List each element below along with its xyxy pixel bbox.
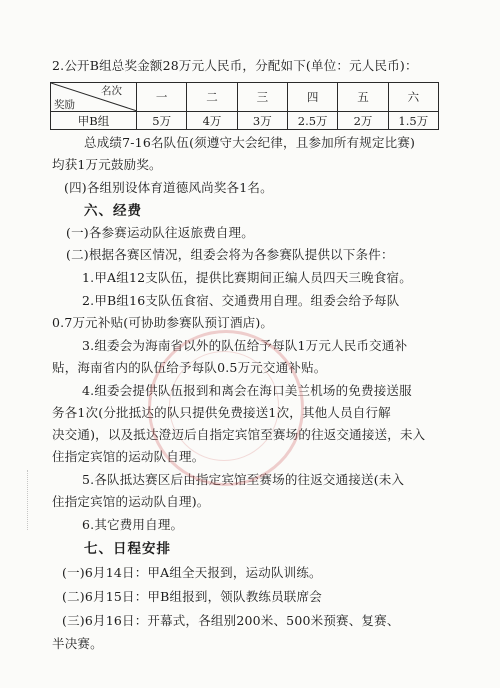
award-header: 奖励 — [54, 99, 75, 111]
funding-point-4-line-3: 决交通)，以及抵达澄迈后自指定宾馆至赛场的往返交通接送，未入 — [52, 427, 426, 442]
rank-cell: 六 — [388, 83, 438, 112]
rank-cell: 五 — [338, 83, 388, 112]
funding-point-1: 1.甲A组12支队伍，提供比赛期间正编人员四天三晚食宿。 — [82, 270, 412, 285]
funding-point-5-line-2: 住指定宾馆的运动队自理)。 — [52, 494, 210, 509]
funding-point-4-line-2: 务各1次(分批抵达的队只提供免费接送1次，其他人员自行解 — [52, 405, 391, 420]
binding-margin-mark — [27, 470, 38, 530]
prize-table — [50, 82, 439, 130]
funding-point-4-line-4: 住指定宾馆的运动队自理。 — [52, 449, 205, 464]
schedule-day-3-line-2: 半决赛。 — [52, 636, 103, 651]
rank-cell: 一 — [137, 83, 187, 112]
funding-item-2: (二)根据各赛区情况，组委会将为各参赛队提供以下条件： — [66, 247, 394, 262]
section-7-heading: 七、日程安排 — [84, 541, 171, 557]
encouragement-line-2: 均获1万元鼓励奖。 — [52, 157, 162, 172]
encouragement-line-1: 总成绩7-16名队伍(须遵守大会纪律，且参加所有规定比赛) — [84, 135, 416, 150]
rank-cell: 二 — [187, 83, 237, 112]
sportsmanship-award: (四)各组别设体育道德风尚奖各1名。 — [64, 180, 273, 195]
rank-header: 名次 — [101, 85, 122, 97]
funding-point-2-line-2: 0.7万元补贴(可协助参赛队预订酒店)。 — [52, 315, 274, 330]
amount-cell: 1.5万 — [388, 112, 438, 130]
rank-cell: 四 — [287, 83, 337, 112]
funding-point-6: 6.其它费用自理。 — [82, 517, 184, 532]
prize-table-value-row — [51, 112, 439, 130]
schedule-day-1: (一)6月14日：甲A组全天报到，运动队训练。 — [62, 565, 322, 580]
amount-cell: 3万 — [237, 112, 287, 130]
funding-point-3-line-2: 贴，海南省内的队伍给予每队0.5万元交通补贴。 — [52, 360, 327, 375]
amount-cell: 2.5万 — [287, 112, 337, 130]
funding-item-1: (一)各参赛运动队往返旅费自理。 — [66, 225, 254, 240]
schedule-day-3-line-1: (三)6月16日：开幕式，各组别200米、500米预赛、复赛、 — [62, 613, 400, 628]
amount-cell: 4万 — [187, 112, 237, 130]
prize-table-diagonal-cell — [51, 83, 137, 112]
schedule-day-2: (二)6月15日：甲B组报到，领队教练员联席会 — [62, 589, 322, 604]
funding-point-5-line-1: 5.各队抵达赛区后由指定宾馆至赛场的往返交通接送(未入 — [82, 472, 405, 487]
funding-point-2-line-1: 2.甲B组16支队伍食宿、交通费用自理。组委会给予每队 — [82, 293, 400, 308]
section-b-prize-title: 2.公开B组总奖金额28万元人民币，分配如下(单位：元人民币)： — [52, 58, 418, 73]
group-label-cell: 甲B组 — [51, 112, 137, 130]
prize-table-header-row — [51, 83, 439, 112]
amount-cell: 5万 — [137, 112, 187, 130]
section-6-heading: 六、经费 — [84, 203, 142, 219]
amount-cell: 2万 — [338, 112, 388, 130]
funding-point-3-line-1: 3.组委会为海南省以外的队伍给予每队1万元人民币交通补 — [82, 338, 408, 353]
rank-cell: 三 — [237, 83, 287, 112]
funding-point-4-line-1: 4.组委会提供队伍报到和离会在海口美兰机场的免费接送服 — [82, 383, 412, 398]
